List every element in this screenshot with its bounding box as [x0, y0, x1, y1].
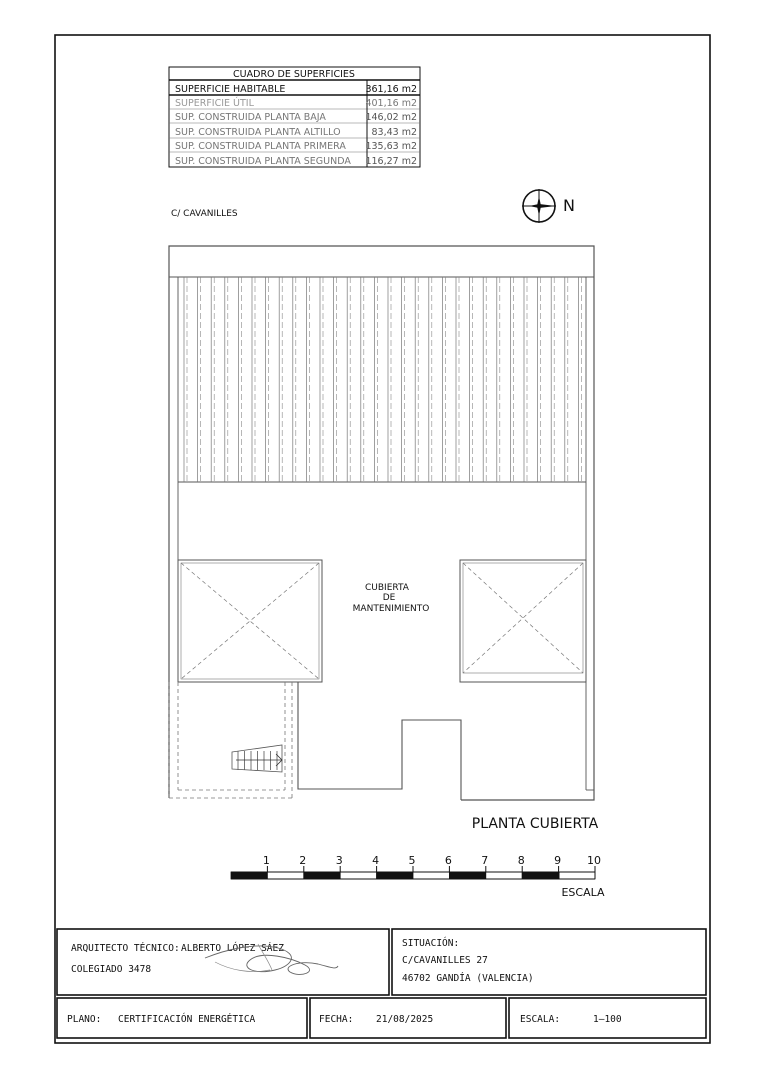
scale-tick-label: 1: [262, 854, 270, 867]
scale-segment: [413, 872, 449, 879]
scale-segment: [267, 872, 303, 879]
surfaces-table: [169, 67, 420, 167]
surfaces-table-title: CUADRO DE SUPERFICIES: [233, 69, 355, 80]
scale-tick-label: 9: [554, 854, 562, 867]
north-arrow-icon: [522, 189, 556, 223]
scale-tick-label: 7: [481, 854, 489, 867]
sheet-frame: [55, 35, 710, 1043]
plan-center-label: CUBIERTA: [365, 583, 409, 593]
surface-row-label: SUP. CONSTRUIDA PLANTA BAJA: [175, 112, 326, 123]
surface-row-label: SUPERFICIE ÚTIL: [175, 98, 254, 109]
north-label: N: [563, 196, 575, 215]
escala-value: 1—100: [593, 1014, 622, 1025]
stairwell: [169, 682, 292, 798]
address-line-2: 46702 GANDÍA (VALENCIA): [402, 973, 534, 984]
colegiado: COLEGIADO 3478: [71, 964, 152, 975]
fecha-label: FECHA:: [319, 1014, 354, 1025]
scale-tick-label: 10: [587, 854, 601, 867]
scale-segment: [559, 872, 595, 879]
scale-segment: [377, 872, 413, 879]
scale-label: ESCALA: [561, 886, 605, 899]
address-line-1: C/CAVANILLES 27: [402, 955, 488, 966]
right-skylight: [460, 560, 586, 682]
scale-tick-label: 6: [444, 854, 452, 867]
plan-center-label: DE: [382, 593, 396, 603]
surface-row-value: 146,02 m2: [365, 112, 417, 123]
scale-segment: [449, 872, 485, 879]
surface-row-label: SUP. CONSTRUIDA PLANTA ALTILLO: [175, 127, 341, 138]
situacion-label: SITUACIÓN:: [402, 938, 460, 949]
surface-row-value: 135,63 m2: [365, 141, 417, 152]
scale-tick-label: 3: [335, 854, 343, 867]
street-label: C/ CAVANILLES: [171, 209, 238, 219]
surface-row-value: 401,16 m2: [365, 98, 417, 109]
surface-row-value: 83,43 m2: [371, 127, 417, 138]
scale-segment: [231, 872, 267, 879]
plan-center-label: MANTENIMIENTO: [352, 604, 430, 614]
scale-tick-label: 4: [372, 854, 380, 867]
scale-tick-label: 5: [408, 854, 416, 867]
escala-label: ESCALA:: [520, 1014, 561, 1025]
left-skylight: [178, 560, 322, 682]
fecha-value: 21/08/2025: [376, 1014, 434, 1025]
scale-tick-label: 8: [517, 854, 525, 867]
stair-steps: [232, 745, 282, 772]
surface-row-label: SUP. CONSTRUIDA PLANTA PRIMERA: [175, 141, 346, 152]
surface-row-value: 116,27 m2: [365, 156, 417, 167]
scale-segment: [340, 872, 376, 879]
scale-segment: [304, 872, 340, 879]
surface-row-value: 361,16 m2: [365, 84, 417, 95]
scale-tick-label: 2: [299, 854, 307, 867]
scale-bar: [231, 854, 601, 879]
surface-row-label: SUP. CONSTRUIDA PLANTA SEGUNDA: [175, 156, 351, 167]
scale-segment: [522, 872, 558, 879]
plano-value: CERTIFICACIÓN ENERGÉTICA: [118, 1014, 256, 1025]
architect-label: ARQUITECTO TÉCNICO:: [71, 943, 180, 954]
scale-segment: [486, 872, 522, 879]
plan-title: PLANTA CUBIERTA: [471, 816, 599, 832]
plano-label: PLANO:: [67, 1014, 102, 1025]
surface-row-label: SUPERFICIE HABITABLE: [175, 84, 286, 95]
roof-tiles: [184, 277, 581, 482]
architect-name: ALBERTO LÓPEZ SÁEZ: [181, 943, 284, 954]
roof-plan: [169, 246, 594, 800]
